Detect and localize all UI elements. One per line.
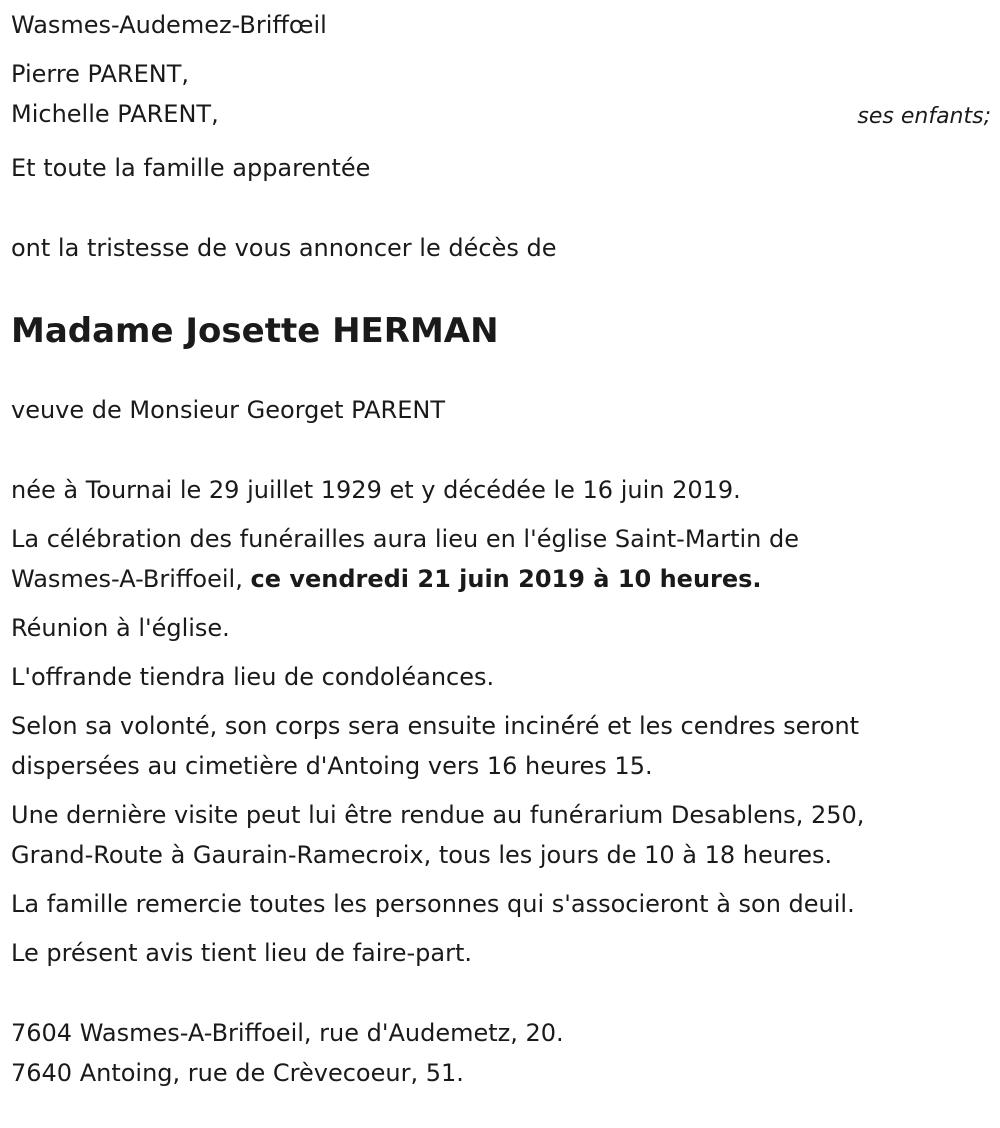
ceremony-line: La célébration des funérailles aura lieu en l'église Saint-Martin de <box>11 525 800 553</box>
offering-text: L'offrande tiendra lieu de condoléances. <box>11 663 495 691</box>
wish-line: dispersées au cimetière d'Antoing vers 16 heures 15. <box>11 752 653 780</box>
widow-of-text: veuve de Monsieur Georget PARENT <box>11 396 445 424</box>
child-name: Michelle PARENT, <box>11 100 219 128</box>
obituary-notice <box>11 5 991 1093</box>
address-line: 7604 Wasmes-A-Briffoeil, rue d'Audemetz, 20. <box>11 1019 564 1047</box>
thanks-text: La famille remercie toutes les personnes qui s'associeront à son deuil. <box>11 890 855 918</box>
deceased-name: Madame Josette HERMAN <box>11 311 499 351</box>
ceremony-line <box>11 559 991 599</box>
visit-paragraph <box>11 795 991 875</box>
notice-text: Le présent avis tient lieu de faire-part. <box>11 939 473 967</box>
meeting-text: Réunion à l'église. <box>11 614 230 642</box>
family-line: Et toute la famille apparentée <box>11 154 371 182</box>
child-name: Pierre PARENT, <box>11 60 189 88</box>
addresses-block <box>11 1013 991 1093</box>
ceremony-paragraph <box>11 519 991 599</box>
announcement-text: ont la tristesse de vous annoncer le décès de <box>11 234 557 262</box>
wish-line: Selon sa volonté, son corps sera ensuite inciné́ré et les cendres seront <box>11 712 860 740</box>
visit-line: Une dernière visite peut lui être rendue au funérarium Desablens, 250, <box>11 801 865 829</box>
wish-paragraph <box>11 706 991 786</box>
children-role-label: ses enfants; <box>857 104 991 129</box>
birth-death-text: née à Tournai le 29 juillet 1929 et y décédée le 16 juin 2019. <box>11 476 741 504</box>
address-line: 7640 Antoing, rue de Crèvecoeur, 51. <box>11 1059 464 1087</box>
ceremony-date: ce vendredi 21 juin 2019 à 10 heures. <box>250 565 762 593</box>
visit-line: Grand-Route à Gaurain-Ramecroix, tous les jours de 10 à 18 heures. <box>11 841 833 869</box>
locality-heading: Wasmes-Audemez-Briffœil <box>11 11 327 39</box>
children-block <box>11 54 991 134</box>
ceremony-place: Wasmes-A-Briffoeil, <box>11 565 251 593</box>
